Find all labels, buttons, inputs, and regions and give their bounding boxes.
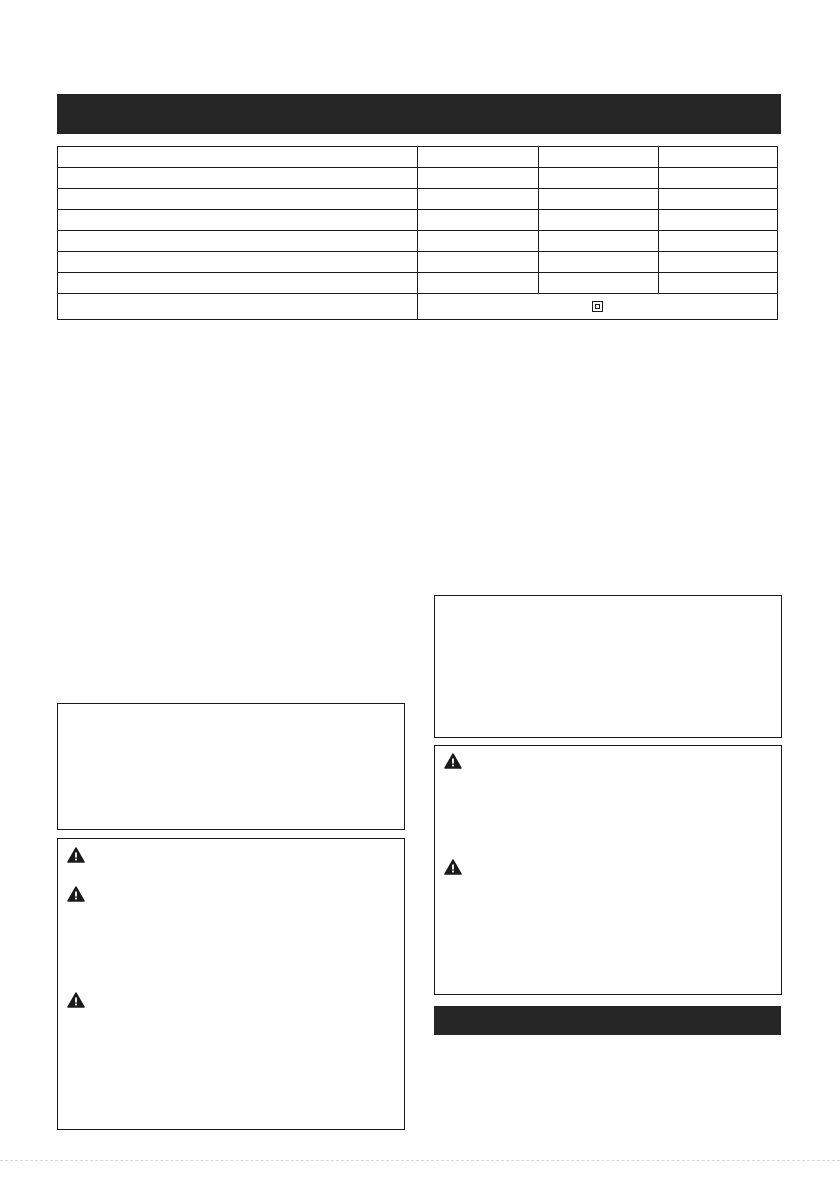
table-cell — [58, 294, 418, 320]
table-row — [58, 273, 778, 294]
table-cell — [418, 147, 539, 168]
table-cell — [58, 231, 418, 252]
table-cell — [418, 210, 539, 231]
table-cell — [58, 147, 418, 168]
warning-triangle-icon — [444, 859, 462, 875]
table-cell — [659, 189, 778, 210]
warning-triangle-icon — [67, 992, 85, 1008]
table-cell — [539, 189, 659, 210]
table-cell — [659, 210, 778, 231]
table-cell — [418, 252, 539, 273]
table-row — [58, 147, 778, 168]
table-row — [58, 252, 778, 273]
specifications-table — [57, 146, 778, 320]
notice-box-left — [57, 703, 405, 830]
double-insulation-icon — [592, 301, 603, 312]
table-cell — [58, 189, 418, 210]
warning-triangle-icon — [444, 753, 462, 769]
table-row — [58, 294, 778, 320]
table-cell — [418, 168, 539, 189]
specifications-header-bar — [57, 94, 781, 134]
page-bottom-guide-line — [0, 1160, 840, 1161]
table-cell — [539, 252, 659, 273]
warning-triangle-icon — [67, 847, 85, 863]
notice-box-right — [434, 595, 782, 738]
table-cell — [539, 210, 659, 231]
table-cell — [659, 168, 778, 189]
table-cell — [58, 252, 418, 273]
warning-triangle-icon — [67, 886, 85, 902]
safety-warning-box-right — [434, 745, 782, 995]
table-cell — [418, 273, 539, 294]
table-cell — [659, 252, 778, 273]
safety-warning-box-left — [57, 838, 405, 1130]
table-cell — [539, 147, 659, 168]
table-cell — [418, 189, 539, 210]
table-cell — [58, 210, 418, 231]
table-cell — [659, 231, 778, 252]
table-row — [58, 168, 778, 189]
section-header-bar — [434, 1006, 781, 1035]
table-cell — [659, 147, 778, 168]
table-cell — [539, 273, 659, 294]
table-row — [58, 210, 778, 231]
table-cell — [58, 273, 418, 294]
table-cell — [58, 168, 418, 189]
table-row — [58, 189, 778, 210]
table-row — [58, 231, 778, 252]
table-cell — [539, 168, 659, 189]
table-cell — [539, 231, 659, 252]
table-cell — [418, 231, 539, 252]
table-cell — [659, 273, 778, 294]
table-cell — [418, 294, 778, 320]
